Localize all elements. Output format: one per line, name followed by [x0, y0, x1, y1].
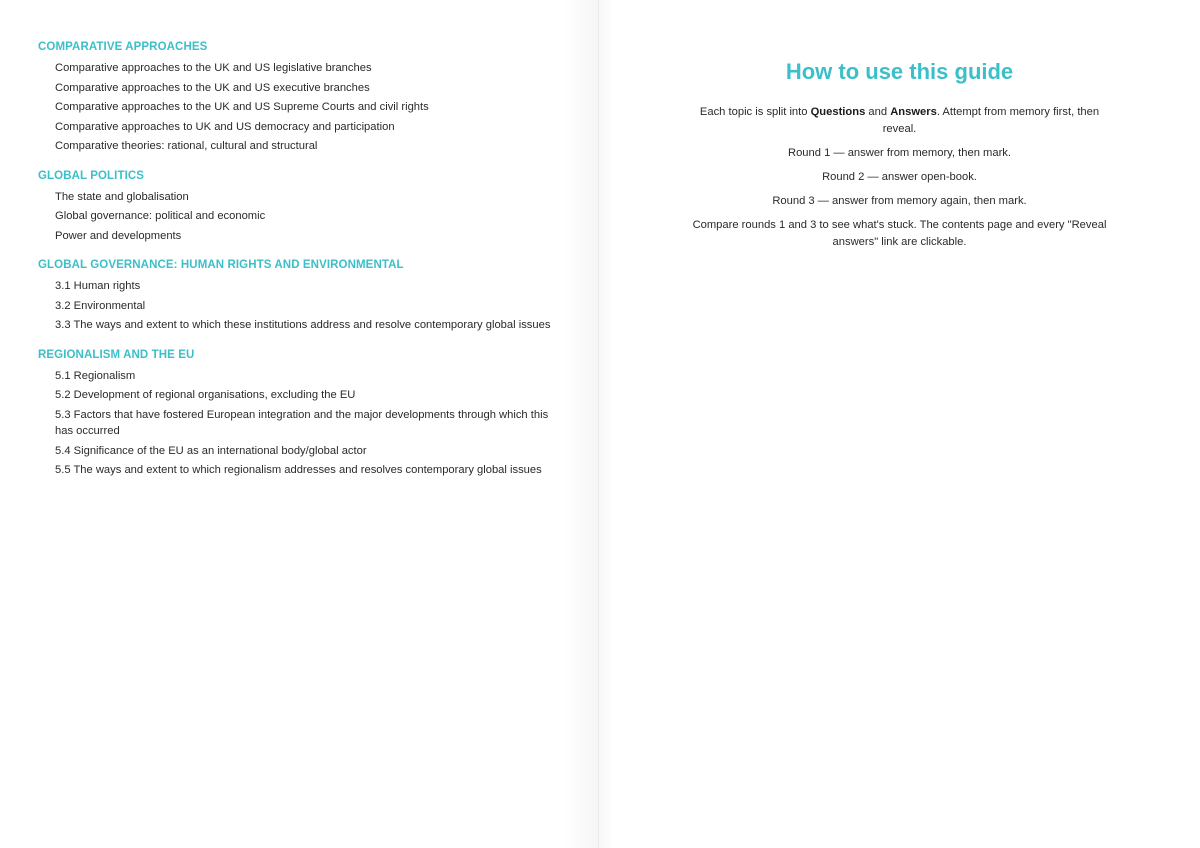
toc-link[interactable]: 3.1 Human rights	[55, 280, 141, 292]
toc-link[interactable]: Comparative theories: rational, cultural and structural	[55, 140, 318, 152]
guide-outro: Compare rounds 1 and 3 to see what's stuck. The contents page and every "Reveal answers" link are clickable.	[692, 219, 1107, 248]
questions-term: Questions	[810, 106, 866, 118]
guide-page	[598, 0, 1200, 848]
section-heading: COMPARATIVE APPROACHES	[38, 41, 208, 53]
toc-link[interactable]: 3.3 The ways and extent to which these institutions address and resolve contemporary global issues	[55, 319, 551, 331]
section-items	[38, 189, 568, 245]
guide-intro	[685, 104, 1115, 138]
section-heading: REGIONALISM AND THE EU	[38, 348, 195, 361]
round-instruction: Round 2 — answer open-book.	[822, 171, 977, 183]
toc-link[interactable]: 5.5 The ways and extent to which regionalism addresses and resolves contemporary global issues	[55, 464, 542, 476]
toc-link[interactable]: Comparative approaches to the UK and US legislative branches	[55, 62, 372, 74]
toc-link[interactable]: 5.2 Development of regional organisations, excluding the EU	[55, 389, 356, 401]
intro-prefix: Each topic is split into	[699, 106, 811, 118]
intro-and: and	[865, 106, 891, 118]
toc-link[interactable]: Comparative approaches to UK and US democracy and participation	[55, 120, 395, 133]
section-items	[38, 368, 568, 479]
round-instruction: Round 3 — answer from memory again, then mark.	[772, 195, 1027, 207]
toc-link[interactable]: Comparative approaches to the UK and US Supreme Courts and civil rights	[55, 101, 429, 113]
section-heading: GLOBAL GOVERNANCE: HUMAN RIGHTS AND ENVIRONMENTAL	[38, 259, 404, 271]
contents-section	[38, 257, 568, 334]
answers-term: Answers	[890, 106, 937, 118]
section-items	[38, 278, 568, 334]
contents-section	[38, 168, 568, 245]
toc-link[interactable]: 3.2 Environmental	[55, 299, 146, 312]
contents-section	[38, 39, 568, 155]
toc-link[interactable]: 5.3 Factors that have fostered European integration and the major developments through which this has occurred	[55, 408, 549, 437]
toc-link[interactable]: Power and developments	[55, 229, 182, 242]
guide-body	[685, 104, 1115, 251]
section-items	[38, 60, 568, 155]
contents-page	[0, 0, 598, 848]
contents-section	[38, 347, 568, 479]
toc-link[interactable]: 5.1 Regionalism	[55, 369, 136, 382]
round-instruction: Round 1 — answer from memory, then mark.	[788, 147, 1011, 159]
section-heading: GLOBAL POLITICS	[38, 169, 145, 182]
toc-link[interactable]: 5.4 Significance of the EU as an international body/global actor	[55, 444, 367, 457]
intro-suffix: . Attempt from memory first, then reveal.	[882, 106, 1100, 135]
toc-link[interactable]: Comparative approaches to the UK and US executive branches	[55, 81, 370, 94]
guide-title: How to use this guide	[785, 59, 1014, 84]
toc-link[interactable]: Global governance: political and economic	[55, 210, 266, 222]
toc-link[interactable]: The state and globalisation	[55, 190, 189, 203]
